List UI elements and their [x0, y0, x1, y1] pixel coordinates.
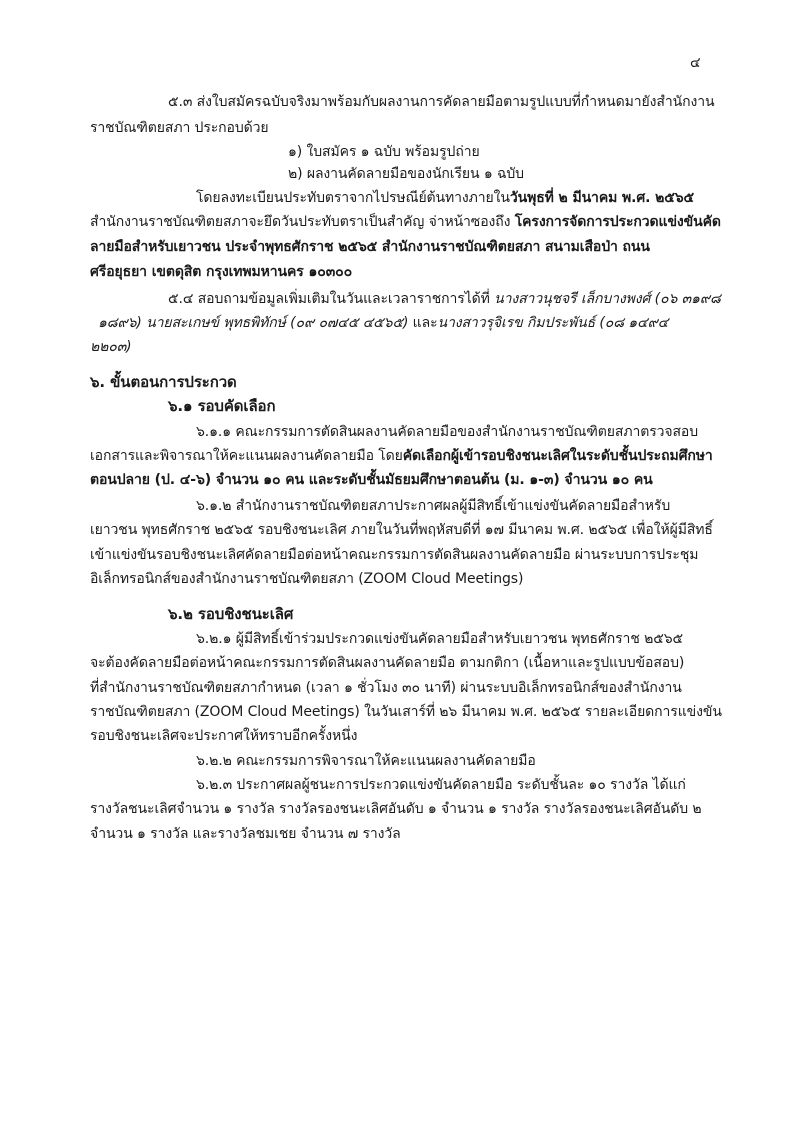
s612-line-3: เข้าแข่งขันรอบชิงชนะเลิศคัดลายมือต่อหน้าคณะกรรมการตัดสินผลงานคัดลายมือ ผ่านระบบการประชุม: [90, 547, 699, 563]
s53-line-5: ลายมือสำหรับเยาวชน ประจำพุทธศักราช ๒๕๖๕ สำนักงานราชบัณฑิตยสภา สนามเสือป่า ถนน: [90, 239, 650, 255]
s53-line-4: [90, 213, 721, 231]
s623-line-1: ๖.๒.๓ ประกาศผลผู้ชนะการประกวดแข่งขันคัดลายมือ ระดับชั้นละ ๑๐ รางวัล ได้แก่: [196, 777, 686, 793]
s53-line-4-text: สำนักงานราชบัณฑิตยสภาจะยึดวันประทับตราเป็นสำคัญ จ่าหน้าซองถึง: [90, 214, 515, 230]
section-6-2-heading: ๖.๒ รอบชิงชนะเลิศ: [168, 605, 294, 623]
s611-line-2-text: เอกสารและพิจารณาให้คะแนนผลงานคัดลายมือ โดย: [90, 448, 403, 464]
s53-line-1: ๕.๓ ส่งใบสมัครฉบับจริงมาพร้อมกับผลงานการคัดลายมือตามรูปแบบที่กำหนดมายังสำนักงาน: [168, 94, 715, 110]
s621-line-2: จะต้องคัดลายมือต่อหน้าคณะกรรมการตัดสินผลงานคัดลายมือ ตามกติกา (เนื้อหาและรูปแบบข้อสอบ): [90, 655, 685, 671]
s611-line-3: ตอนปลาย (ป. ๔-๖) จำนวน ๑๐ คน และระดับชั้นมัธยมศึกษาตอนต้น (ม. ๑-๓) จำนวน ๑๐ คน: [90, 472, 653, 488]
s611-line-1: ๖.๑.๑ คณะกรรมการตัดสินผลงานคัดลายมือของสำนักงานราชบัณฑิตยสภาตรวจสอบ: [196, 424, 699, 440]
s53-line-2: ราชบัณฑิตยสภา ประกอบด้วย: [90, 120, 269, 136]
s54-contact-1: นางสาวนุชจรี เล็กบางพงศ์ (๐๖ ๓๑๙๘: [494, 291, 721, 307]
s621-line-3: ที่สำนักงานราชบัณฑิตยสภากำหนด (เวลา ๑ ชั่วโมง ๓๐ นาที) ผ่านระบบอิเล็กทรอนิกส์ของสำนักงาน: [90, 680, 682, 696]
s54-line-1: [168, 290, 721, 308]
s611-line-2: [90, 447, 713, 465]
s53-line-6: ศรีอยุธยา เขตดุสิต กรุงเทพมหานคร ๑๐๓๐๐: [90, 264, 353, 280]
s612-line-4: อิเล็กทรอนิกส์ของสำนักงานราชบัณฑิตยสภา (ZOOM Cloud Meetings): [90, 571, 524, 587]
s53-deadline: วันพุธที่ ๒ มีนาคม พ.ศ. ๒๕๖๕: [509, 190, 695, 206]
s623-line-2: รางวัลชนะเลิศจำนวน ๑ รางวัล รางวัลรองชนะเลิศอันดับ ๑ จำนวน ๑ รางวัล รางวัลรองชนะเลิศอันดับ ๒: [90, 801, 702, 817]
s54-conj: และ: [408, 315, 438, 331]
s53-line-3: [196, 189, 694, 207]
s54-line-3: ๒๒๐๓): [90, 339, 132, 355]
page-number: ๔: [690, 55, 701, 71]
s53-item-1: ๑) ใบสมัคร ๑ ฉบับ พร้อมรูปถ่าย: [288, 144, 480, 160]
s611-line-2-bold: คัดเลือกผู้เข้ารอบชิงชนะเลิศในระดับชั้นประถมศึกษา: [402, 448, 713, 464]
section-6-heading: ๖. ขั้นตอนการประกวด: [90, 373, 237, 391]
s623-line-3: จำนวน ๑ รางวัล และรางวัลชมเชย จำนวน ๗ รางวัล: [90, 826, 401, 842]
section-6-1-heading: ๖.๑ รอบคัดเลือก: [168, 397, 276, 415]
s53-address-start: โครงการจัดการประกวดแข่งขันคัด: [514, 214, 721, 230]
s621-line-1: ๖.๒.๑ ผู้มีสิทธิ์เข้าร่วมประกวดแข่งขันคัดลายมือสำหรับเยาวชน พุทธศักราช ๒๕๖๕: [196, 631, 683, 647]
s53-line-3-text: โดยลงทะเบียนประทับตราจากไปรษณีย์ต้นทางภายใน: [196, 190, 510, 206]
s54-line-2: [98, 314, 668, 332]
s621-line-5: รอบชิงชนะเลิศจะประกาศให้ทราบอีกครั้งหนึ่ง: [90, 728, 358, 744]
s53-item-2: ๒) ผลงานคัดลายมือของนักเรียน ๑ ฉบับ: [288, 166, 524, 182]
s54-contact-2: ๑๘๙๖) นายสะเกษข์ พุทธพิทักษ์ (๐๙ ๐๗๔๕ ๔๕๖๕): [98, 315, 409, 331]
s622-line: ๖.๒.๒ คณะกรรมการพิจารณาให้คะแนนผลงานคัดลายมือ: [196, 753, 536, 769]
s612-line-1: ๖.๑.๒ สำนักงานราชบัณฑิตยสภาประกาศผลผู้มีสิทธิ์เข้าแข่งขันคัดลายมือสำหรับ: [196, 498, 671, 514]
s621-line-4: ราชบัณฑิตยสภา (ZOOM Cloud Meetings) ในวันเสาร์ที่ ๒๖ มีนาคม พ.ศ. ๒๕๖๕ รายละเอียดการแข่งขัน: [90, 704, 722, 720]
s612-line-2: เยาวชน พุทธศักราช ๒๕๖๕ รอบชิงชนะเลิศ ภายในวันที่พฤหัสบดีที่ ๑๗ มีนาคม พ.ศ. ๒๕๖๕ เพื่อให้ผู้มีสิทธิ์: [90, 522, 713, 538]
s54-contact-3: นางสาวรุจิเรข กิมประพันธ์ (๐๘ ๑๔๙๔: [437, 315, 669, 331]
s54-line-1-text: ๕.๔ สอบถามข้อมูลเพิ่มเติมในวันและเวลาราชการได้ที่: [168, 291, 495, 307]
